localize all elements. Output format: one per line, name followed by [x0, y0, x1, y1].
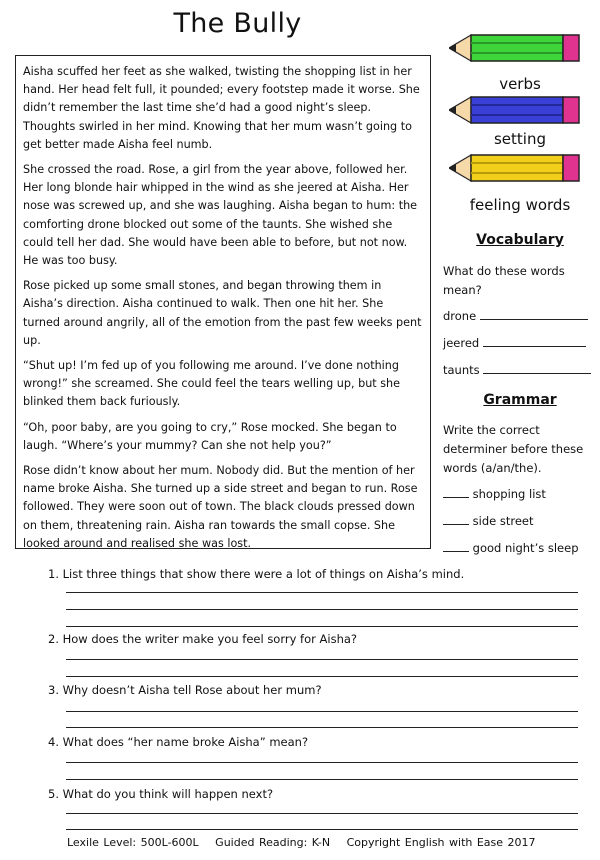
answer-line[interactable] — [66, 727, 578, 728]
answer-line[interactable] — [66, 829, 578, 830]
grammar-word: side street — [472, 514, 534, 528]
story-paragraph: She crossed the road. Rose, a girl from the year above, followed her. Her long blonde hair whipped in the wind as she jeered at Aisha. Her nose was screwed up, and she was laughing. Aisha began to hum: the comforting drone blocked out some of the taunts. She wished she could tell her dad. She would have been able to before, but not now. He was too busy. — [23, 163, 418, 268]
legend-label-setting: setting — [493, 130, 546, 148]
pencil-icon-yellow — [449, 153, 581, 183]
lexile-level: Lexile Level: 500L-600L — [67, 836, 199, 849]
vocab-item — [443, 336, 586, 350]
question-4: 4. What does “her name broke Aisha” mean? — [48, 735, 309, 749]
answer-line[interactable] — [66, 813, 578, 814]
story-paragraph: “Oh, poor baby, are you going to cry,” Rose mocked. She began to laugh. “Where’s your mummy? Can she not help you?” — [23, 420, 397, 452]
vocab-answer-blank[interactable] — [483, 346, 586, 347]
vocab-item — [443, 309, 588, 323]
determiner-blank[interactable] — [443, 551, 469, 552]
answer-line[interactable] — [66, 711, 578, 712]
vocab-word: jeered — [443, 336, 480, 350]
grammar-item — [443, 514, 534, 528]
answer-line[interactable] — [66, 592, 578, 593]
answer-line[interactable] — [66, 762, 578, 763]
story-text-box — [15, 55, 431, 549]
legend-label-feeling-words: feeling words — [469, 196, 571, 214]
determiner-blank[interactable] — [443, 524, 469, 525]
answer-line[interactable] — [66, 609, 578, 610]
grammar-word: shopping list — [472, 487, 546, 501]
vocab-answer-blank[interactable] — [480, 319, 588, 320]
answer-line[interactable] — [66, 626, 578, 627]
vocab-answer-blank[interactable] — [483, 373, 591, 374]
story-paragraph: Rose picked up some small stones, and began throwing them in Aisha’s direction. Aisha continued to walk. Then one hit her. She turned around angrily, all of the emotion from the past few weeks pent up. — [23, 279, 422, 347]
vocab-word: taunts — [443, 363, 480, 377]
story-paragraph: “Shut up! I’m fed up of you following me around. I’ve done nothing wrong!” she screamed. She could feel the tears welling up, but she blinked them back furiously. — [23, 359, 401, 409]
grammar-heading: Grammar — [483, 392, 557, 408]
question-2: 2. How does the writer make you feel sorry for Aisha? — [48, 632, 358, 646]
question-3: 3. Why doesn’t Aisha tell Rose about her mum? — [48, 683, 322, 697]
grammar-item — [443, 487, 546, 501]
footer — [67, 836, 548, 849]
story-paragraph: Aisha scuffed her feet as she walked, twisting the shopping list in her hand. Her head felt full, it pounded; every footstep made it worse. She didn’t remember the last time she’d had a good night’s sleep. Thoughts swirled in her mind. Knowing that her mum wasn’t going to get better made Aisha feel numb. — [23, 65, 420, 151]
grammar-item — [443, 541, 579, 555]
question-1: 1. List three things that show there were a lot of things on Aisha’s mind. — [48, 567, 465, 581]
question-5: 5. What do you think will happen next? — [48, 787, 274, 801]
legend-label-verbs: verbs — [499, 75, 541, 93]
answer-line[interactable] — [66, 676, 578, 677]
vocab-word: drone — [443, 309, 477, 323]
pencil-icon-blue — [449, 95, 581, 125]
pencil-icon-green — [449, 33, 581, 63]
determiner-blank[interactable] — [443, 497, 469, 498]
answer-line[interactable] — [66, 659, 578, 660]
grammar-prompt: Write the correct determiner before these words (a/an/the). — [443, 423, 584, 475]
vocabulary-heading: Vocabulary — [476, 232, 564, 248]
vocab-item — [443, 363, 591, 377]
grammar-word: good night’s sleep — [472, 541, 579, 555]
guided-reading: Guided Reading: K-N — [215, 836, 331, 849]
answer-line[interactable] — [66, 779, 578, 780]
story-paragraph: Rose didn’t know about her mum. Nobody did. But the mention of her name broke Aisha. She turned up a side street and began to run. Rose followed. They were soon out of town. The black clouds pressed down on them, threatening rain. Aisha ran towards the small copse. She looked around and realised she was lost. — [23, 464, 418, 550]
vocabulary-prompt: What do these words mean? — [443, 264, 565, 297]
page-title: The Bully — [173, 8, 302, 39]
copyright: Copyright English with Ease 2017 — [346, 836, 536, 849]
